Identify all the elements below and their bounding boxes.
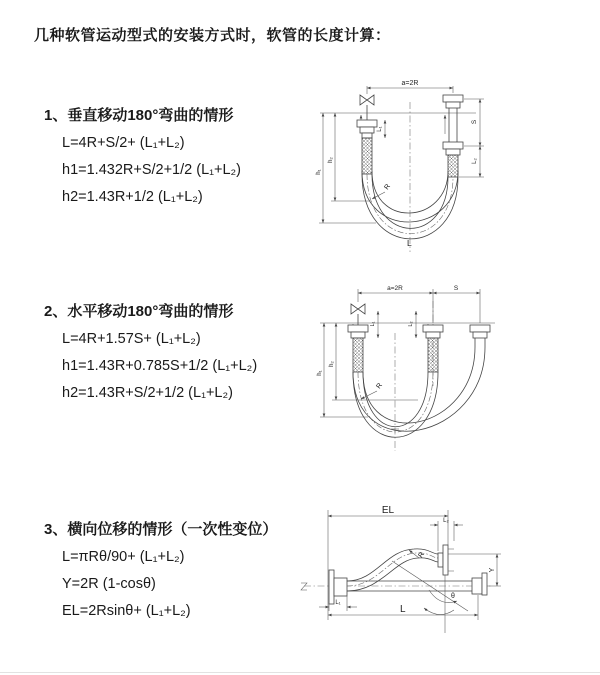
diagram-lateral-displacement bbox=[296, 496, 588, 644]
section-heading: 2、水平移动180°弯曲的情形 bbox=[44, 303, 234, 320]
top-right-flange bbox=[438, 545, 454, 575]
left-braided-hose bbox=[353, 338, 363, 372]
svg-text:L₂: L₂ bbox=[472, 158, 478, 164]
formula-length: L=4R+S/2+ (L₁+L₂) bbox=[62, 135, 185, 151]
svg-text:L₂: L₂ bbox=[443, 518, 449, 524]
formula-h2: h2=1.43R+1/2 (L₁+L₂) bbox=[62, 189, 203, 205]
section-heading: 1、垂直移动180°弯曲的情形 bbox=[44, 107, 234, 124]
left-fitting bbox=[348, 325, 368, 338]
angle-theta bbox=[424, 590, 457, 615]
dimension-l2 bbox=[408, 311, 416, 338]
dimension-l bbox=[328, 595, 478, 620]
length-label: L bbox=[407, 238, 412, 248]
svg-text:Y: Y bbox=[489, 567, 496, 573]
svg-text:S: S bbox=[453, 285, 459, 292]
dimension-el bbox=[328, 505, 448, 620]
dimension-l1 bbox=[319, 596, 357, 611]
left-braided-hose bbox=[362, 138, 372, 174]
right-braided-hose bbox=[448, 155, 458, 177]
wide-u-hose bbox=[353, 347, 485, 431]
formula-el: EL=2Rsinθ+ (L₁+L₂) bbox=[62, 603, 191, 619]
page-title: 几种软管运动型式的安装方式时，软管的长度计算： bbox=[34, 27, 391, 44]
svg-text:θ: θ bbox=[451, 593, 455, 600]
deep-u-hose bbox=[353, 372, 438, 437]
svg-text:R: R bbox=[375, 382, 385, 391]
dimension-s bbox=[464, 99, 484, 146]
left-fitting bbox=[357, 120, 377, 138]
left-flange bbox=[329, 570, 347, 604]
page-bottom-rule bbox=[0, 672, 600, 673]
right-fitting-lower bbox=[443, 142, 463, 155]
dimension-l2 bbox=[459, 146, 484, 177]
diagram-vertical-180-bend bbox=[308, 64, 578, 256]
svg-text:L₂: L₂ bbox=[408, 321, 414, 327]
right-fitting-upper bbox=[443, 95, 463, 142]
formula-h1: h1=1.43R+0.785S+1/2 (L₁+L₂) bbox=[62, 358, 258, 374]
svg-text:L: L bbox=[400, 604, 406, 615]
svg-text:S: S bbox=[471, 119, 478, 125]
svg-text:R: R bbox=[417, 551, 427, 560]
svg-text:L₁: L₁ bbox=[370, 321, 376, 327]
section-heading: 3、横向位移的情形（一次性变位） bbox=[44, 521, 278, 538]
dimension-h2 bbox=[329, 323, 418, 400]
svg-text:h₁: h₁ bbox=[317, 370, 323, 376]
svg-text:R: R bbox=[383, 183, 393, 192]
svg-text:L₁: L₁ bbox=[335, 600, 341, 606]
formula-h2: h2=1.43R+S/2+1/2 (L₁+L₂) bbox=[62, 385, 233, 401]
dim-s bbox=[433, 285, 480, 293]
middle-fitting bbox=[423, 325, 443, 338]
valve-icon bbox=[351, 304, 365, 325]
svg-text:L₁: L₁ bbox=[377, 126, 383, 132]
reference-line bbox=[320, 113, 476, 134]
diagram-horizontal-180-bend bbox=[310, 281, 550, 459]
dimension-l1 bbox=[370, 311, 378, 338]
break-symbol bbox=[301, 583, 307, 590]
svg-text:h₁: h₁ bbox=[316, 169, 322, 175]
section-lateral-displacement bbox=[44, 522, 319, 619]
section-vertical-movement bbox=[44, 108, 319, 205]
svg-text:a=2R: a=2R bbox=[401, 80, 419, 87]
u-bend-hose bbox=[362, 171, 458, 239]
valve-icon bbox=[360, 95, 374, 120]
svg-text:a=2R: a=2R bbox=[387, 285, 403, 292]
formula-length: L=4R+1.57S+ (L₁+L₂) bbox=[62, 331, 201, 347]
bottom-right-flange bbox=[472, 573, 487, 595]
formula-y: Y=2R (1-cosθ) bbox=[62, 576, 156, 592]
middle-braided-hose bbox=[428, 338, 438, 372]
svg-text:h₂: h₂ bbox=[328, 157, 334, 163]
formula-length: L=πRθ/90+ (L₁+L₂) bbox=[62, 549, 185, 565]
svg-text:h₂: h₂ bbox=[329, 361, 335, 367]
dimension-l1 bbox=[377, 120, 385, 138]
section-horizontal-movement bbox=[44, 304, 319, 401]
dim-a-2r bbox=[358, 285, 480, 323]
svg-text:EL: EL bbox=[381, 505, 395, 516]
right-fitting bbox=[470, 325, 490, 347]
dim-a-2r bbox=[367, 80, 453, 94]
formula-h1: h1=1.432R+S/2+1/2 (L₁+L₂) bbox=[62, 162, 242, 178]
